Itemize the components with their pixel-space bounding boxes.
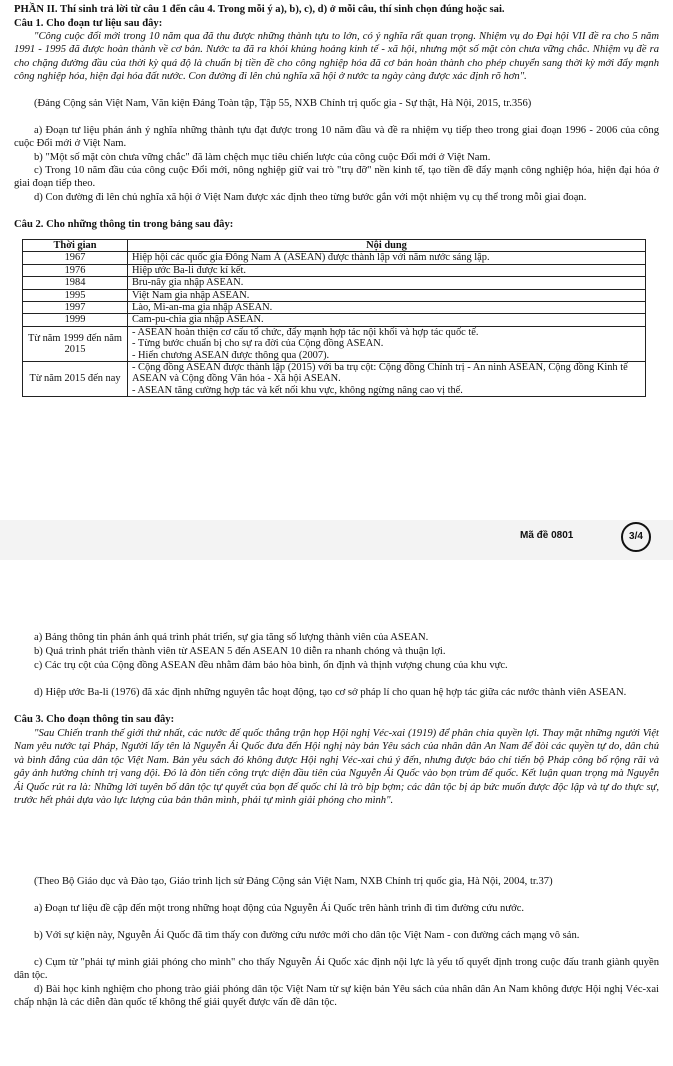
table-row xyxy=(23,314,646,326)
asean-table xyxy=(22,239,646,397)
q1-quote: "Công cuộc đổi mới trong 10 năm qua đã thu được những thành tựu to lớn, có ý nghĩa rất quan trọng. Nhiệm vụ do Đại hội VII đề ra cho 5 năm 1991 - 1995 đã được hoàn thành về cơ bản. Nước ta đã ra khỏi khủng hoảng kinh tế - xã hội, nhưng một số mặt còn chưa vững chắc. Nhiệm vụ đề ra cho chặng đường đầu của thời kỳ quá độ là chuẩn bị tiền đề cho công nghiệp hóa đã cơ bản hoàn thành cho phép chuyển sang thời kỳ mới đẩy mạnh công nghiệp hóa, hiện đại hóa đất nước. Con đường đi lên chủ nghĩa xã hội ở nước ta ngày càng được xác định rõ hơn". xyxy=(14,31,659,83)
row-time: 1997 xyxy=(23,302,128,314)
page-section-bottom xyxy=(0,560,673,1066)
q1-option-a: a) Đoạn tư liệu phản ánh ý nghĩa những thành tựu đạt được trong 10 năm đầu và đề ra nhiệm vụ tiếp theo trong giai đoạn 1996 - 2006 của công cuộc Đổi mới ở Việt Nam. xyxy=(14,125,659,150)
row-time: 1995 xyxy=(23,289,128,301)
page-section-top xyxy=(0,0,673,520)
q2-title: Câu 2. Cho những thông tin trong bảng sau đây: xyxy=(14,219,234,230)
q1-source: (Đảng Cộng sản Việt Nam, Văn kiện Đảng Toàn tập, Tập 55, NXB Chính trị quốc gia - Sự thật, Hà Nội, 2015, tr.356) xyxy=(34,98,532,109)
table-row xyxy=(23,252,646,264)
part-header: PHẦN II. Thí sinh trả lời từ câu 1 đến câu 4. Trong mỗi ý a), b), c), d) ở mỗi câu, thí sinh chọn đúng hoặc sai. xyxy=(14,4,505,15)
q2-option-b: b) Quá trình phát triển thành viên từ ASEAN 5 đến ASEAN 10 diễn ra nhanh chóng và thuận lợi. xyxy=(34,646,446,657)
header-content: Nội dung xyxy=(128,240,646,252)
q3-option-b: b) Với sự kiện này, Nguyễn Ái Quốc đã tìm thấy con đường cứu nước mới cho dân tộc Việt Nam - con đường cách mạng vô sản. xyxy=(34,930,580,941)
row-time: Từ năm 1999 đến năm 2015 xyxy=(23,326,128,361)
row-content: Hiệp ước Ba-li được kí kết. xyxy=(128,264,646,276)
table-row xyxy=(23,289,646,301)
row-content: Cam-pu-chia gia nhập ASEAN. xyxy=(128,314,646,326)
page-number-badge: 3/4 xyxy=(621,522,651,552)
q3-option-c: c) Cụm từ "phải tự mình giải phóng cho mình" cho thấy Nguyễn Ái Quốc xác định nội lực là yếu tố quyết định trong cuộc đấu tranh giành quyền dân tộc. xyxy=(14,957,659,982)
row-content: Việt Nam gia nhập ASEAN. xyxy=(128,289,646,301)
row-content: - Cộng đồng ASEAN được thành lập (2015) với ba trụ cột: Cộng đồng Chính trị - An ninh ASEAN, Cộng đồng Kinh tế ASEAN và Cộng đồng Văn hóa - Xã hội ASEAN. - ASEAN tăng cường hợp tác và kết nối khu vực, không ngừng nâng cao vị thế. xyxy=(128,362,646,397)
q1-option-d: d) Con đường đi lên chủ nghĩa xã hội ở Việt Nam được xác định theo từng bước gắn với một nhiệm vụ cụ thể trong mỗi giai đoạn. xyxy=(34,192,587,203)
q3-option-a: a) Đoạn tư liệu đề cập đến một trong những hoạt động của Nguyễn Ái Quốc trên hành trình đi tìm đường cứu nước. xyxy=(34,903,525,914)
q2-option-c: c) Các trụ cột của Cộng đồng ASEAN đều nhằm đảm bảo hòa bình, ổn định và thịnh vượng chung của khu vực. xyxy=(34,660,508,671)
table-row xyxy=(23,264,646,276)
row-time: 1984 xyxy=(23,277,128,289)
q1-option-c: c) Trong 10 năm đầu của công cuộc Đổi mới, nông nghiệp giữ vai trò "trụ đỡ" nền kinh tế, tạo tiền đề đẩy mạnh công nghiệp hóa, hiện đại hóa ở giai đoạn tiếp theo. xyxy=(14,165,659,190)
row-time: Từ năm 2015 đến nay xyxy=(23,362,128,397)
table-row xyxy=(23,302,646,314)
q1-title: Câu 1. Cho đoạn tư liệu sau đây: xyxy=(14,18,163,29)
row-content: Lào, Mi-an-ma gia nhập ASEAN. xyxy=(128,302,646,314)
table-row xyxy=(23,362,646,397)
table-row xyxy=(23,326,646,361)
q1-option-b: b) "Một số mặt còn chưa vững chắc" đã làm chệch mục tiêu chiến lược của công cuộc Đổi mới ở Việt Nam. xyxy=(34,152,491,163)
header-time: Thời gian xyxy=(23,240,128,252)
row-time: 1967 xyxy=(23,252,128,264)
row-content: Hiệp hội các quốc gia Đông Nam Á (ASEAN) được thành lập với năm nước sáng lập. xyxy=(128,252,646,264)
exam-code: Mã đề 0801 xyxy=(520,530,574,541)
q3-title: Câu 3. Cho đoạn thông tin sau đây: xyxy=(14,714,175,725)
row-content: - ASEAN hoàn thiện cơ cấu tổ chức, đẩy mạnh hợp tác nội khối và hợp tác quốc tế. - Từng bước chuẩn bị cho sự ra đời của Cộng đồng ASEAN. - Hiến chương ASEAN được thông qua (2007). xyxy=(128,326,646,361)
table-header-row xyxy=(23,240,646,252)
q2-option-d: d) Hiệp ước Ba-li (1976) đã xác định những nguyên tắc hoạt động, tạo cơ sở pháp lí cho quan hệ hợp tác giữa các nước thành viên ASEAN. xyxy=(34,687,627,698)
q3-source: (Theo Bộ Giáo dục và Đào tạo, Giáo trình lịch sử Đảng Cộng sản Việt Nam, NXB Chính trị quốc gia, Hà Nội, 2004, tr.37) xyxy=(34,876,553,887)
q3-option-d: d) Bài học kinh nghiệm cho phong trào giải phóng dân tộc Việt Nam từ sự kiện bản Yêu sách của nhân dân An Nam không được Hội nghị Véc-xai chấp nhận là các diễn đàn quốc tế không thể giải quyết được vấn đề dân tộc. xyxy=(14,984,659,1009)
table-row xyxy=(23,277,646,289)
q3-quote: "Sau Chiến tranh thế giới thứ nhất, các nước đế quốc thắng trận họp Hội nghị Véc-xai (1919) để phân chia quyền lợi. Thay mặt những người Việt Nam yêu nước tại Pháp, Người lấy tên là Nguyễn Ái Quốc đưa đến Hội nghị này bản Yêu sách của nhân dân An Nam để đòi các quyền tự do, dân chủ và bình đẳng của dân tộc Việt Nam. Bản yêu sách đó không được Hội nghị Véc-xai chú ý đến, nhưng được báo chí tiến bộ Pháp công bố rộng rãi và gây ảnh hưởng chính trị vang dội. Đó là đòn tiến công trực diện đầu tiên của Nguyễn Ái Quốc vào bọn trùm đế quốc. Kết luận quan trọng mà Nguyễn Ái Quốc rút ra là: Những lời tuyên bố dân tộc tự quyết của bọn đế quốc chỉ là trò bịp bợm; các dân tộc bị áp bức muốn được độc lập và tự do thực sự, trước hết phải dựa vào lực lượng của bản thân mình, phải tự mình giải phóng cho mình". xyxy=(14,728,659,807)
row-time: 1999 xyxy=(23,314,128,326)
row-content: Bru-nây gia nhập ASEAN. xyxy=(128,277,646,289)
q2-option-a: a) Bảng thông tin phản ánh quá trình phát triển, sự gia tăng số lượng thành viên của ASEAN. xyxy=(34,632,429,643)
row-time: 1976 xyxy=(23,264,128,276)
